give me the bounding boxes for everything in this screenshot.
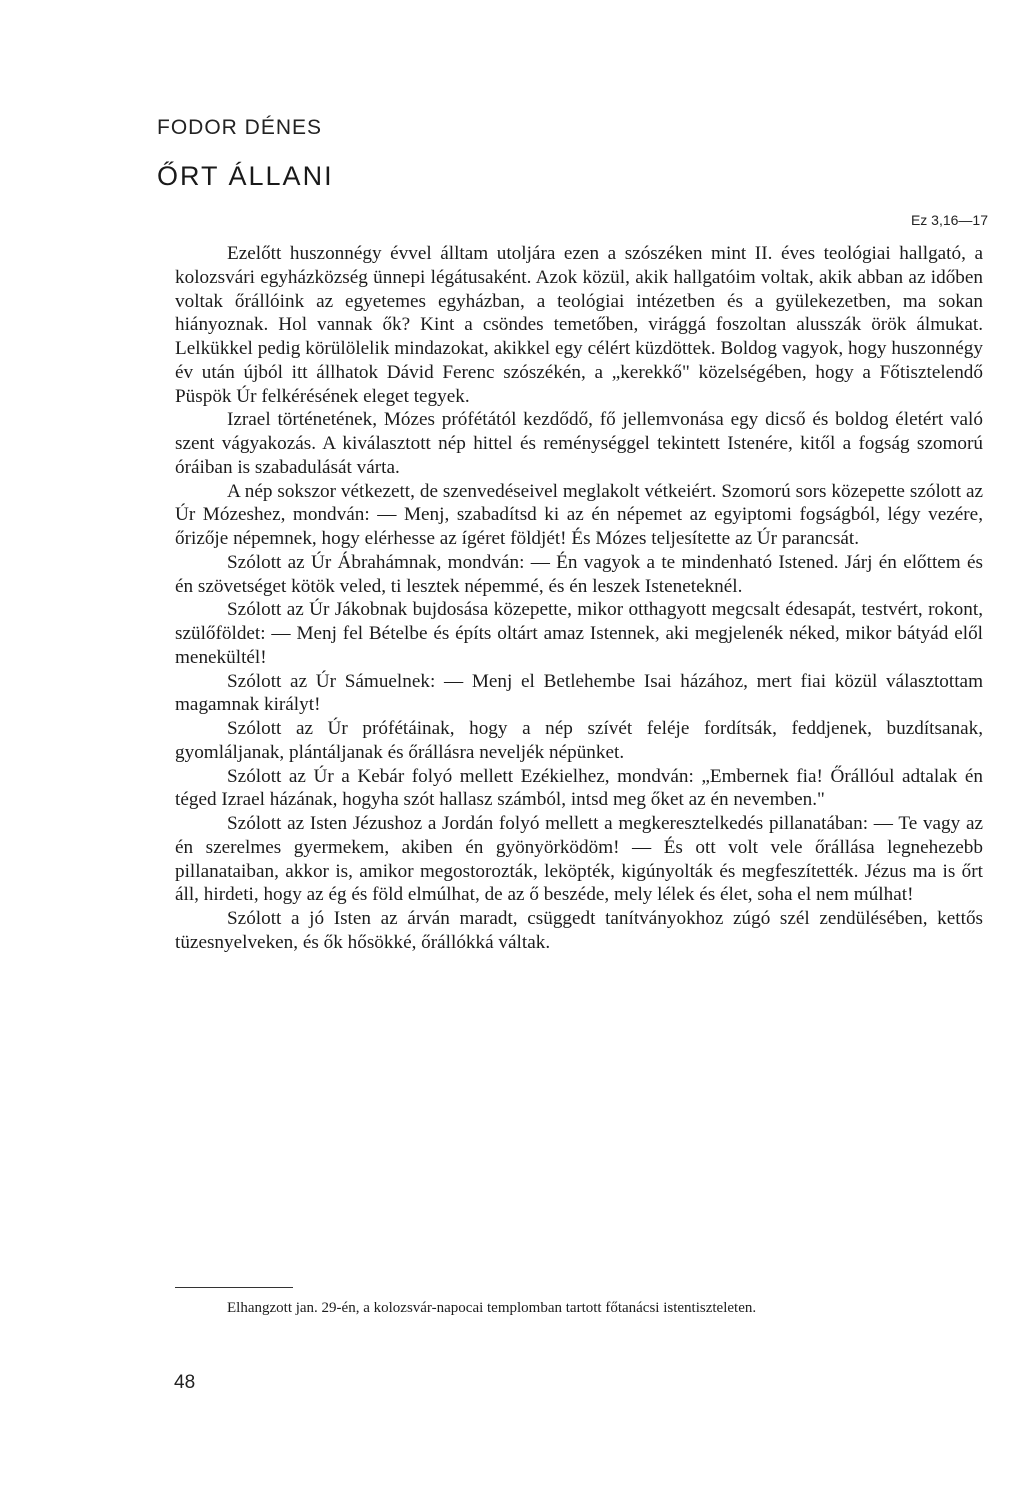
- paragraph: Szólott az Isten Jézushoz a Jordán folyó mellett a megkeresztelkedés pillanatában: — Te vagy az én szerelmes gyermekem, akiben én gyönyörködöm! — És ott volt vele őrállása legnehezebb pillanataiban, akkor is, amikor megostorozták, leköpték, kigúnyolták és megfeszítették. Jézus ma is őrt áll, hirdeti, hogy az ég és föld elmúlhat, de az ő beszéde, mely lélek és élet, soha el nem múlhat!: [175, 813, 983, 906]
- article-body: [175, 242, 983, 955]
- paragraph: Szólott az Úr Sámuelnek: — Menj el Betlehembe Isai házához, mert fiai közül választottam magamnak királyt!: [175, 670, 983, 716]
- bible-reference: Ez 3,16—17: [910, 212, 988, 228]
- paragraph: A nép sokszor vétkezett, de szenvedéseivel meglakolt vétkeiért. Szomorú sors közepette szólott az Úr Mózeshez, mondván: — Menj, szabadítsd ki az én népemet az egyiptomi fogságból, légy vezére, őrizője népemnek, hogy elérhesse az ígéret földjét! És Mózes teljesítette az Úr parancsát.: [175, 480, 983, 549]
- article-title: ŐRT ÁLLANI: [157, 161, 334, 191]
- paragraph: Szólott a jó Isten az árván maradt, csüggedt tanítványokhoz zúgó szél zendülésében, kettős tüzesnyelveken, és ők hősökké, őrállókká váltak.: [175, 908, 983, 953]
- author-name: FODOR DÉNES: [157, 116, 323, 139]
- footnote-divider: [175, 1287, 293, 1288]
- paragraph: Szólott az Úr prófétáinak, hogy a nép szívét feléje fordítsák, feddjenek, buzdítsanak, gyomláljanak, plántáljanak és őrállásra neveljék népünket.: [175, 718, 983, 763]
- paragraph: Szólott az Úr Ábrahámnak, mondván: — Én vagyok a te mindenható Istened. Járj én előttem és én szövetséget kötök veled, ti lesztek népemmé, és én leszek Isteneteknél.: [175, 551, 983, 597]
- paragraph: Ezelőtt huszonnégy évvel álltam utoljára ezen a szószéken mint II. éves teológiai hallgató, a kolozsvári egyházközség ünnepi légátusaként. Azok közül, akik hallgatóim voltak, akik abban az időben voltak őrállóink az egyetemes egyházban, a teológiai intézetben és a gyülekezetben, ma sokan hiányoznak. Hol vannak ők? Kint a csöndes temetőben, virággá foszoltan alusszák örök álmukat. Lelkükkel pedig körülölelik mindazokat, akikkel egy célért küzdöttek. Boldog vagyok, hogy huszonnégy év után újból itt állhatok Dávid Ferenc szószékén, a „kerekkő" közelségében, hogy a Főtisztelendő Püspök Úr felkérésének eleget tegyek.: [175, 243, 983, 407]
- page-number: 48: [174, 1372, 196, 1393]
- paragraph: Izrael történetének, Mózes prófétától kezdődő, fő jellemvonása egy dicső és boldog életért való szent vágyakozás. A kiválasztott nép hittel és reménységgel tekintett Istenére, kitől a fogság szomorú óráiban is szabadulását várta.: [175, 409, 983, 478]
- paragraph: Szólott az Úr a Kebár folyó mellett Ezékielhez, mondván: „Embernek fia! Őrállóul adtalak én téged Izrael házának, hogyha szót hallasz számból, intsd meg őket az én nevemben.": [175, 765, 983, 811]
- paragraph: Szólott az Úr Jákobnak bujdosása közepette, mikor otthagyott megcsalt édesapát, testvért, rokont, szülőföldet: — Menj fel Bételbe és építs oltárt amaz Istennek, aki megjelenék néked, mikor bátyád elől menekültél!: [175, 599, 983, 668]
- footnote: Elhangzott jan. 29-én, a kolozsvár-napocai templomban tartott főtanácsi istentiszteleten.: [227, 1300, 757, 1316]
